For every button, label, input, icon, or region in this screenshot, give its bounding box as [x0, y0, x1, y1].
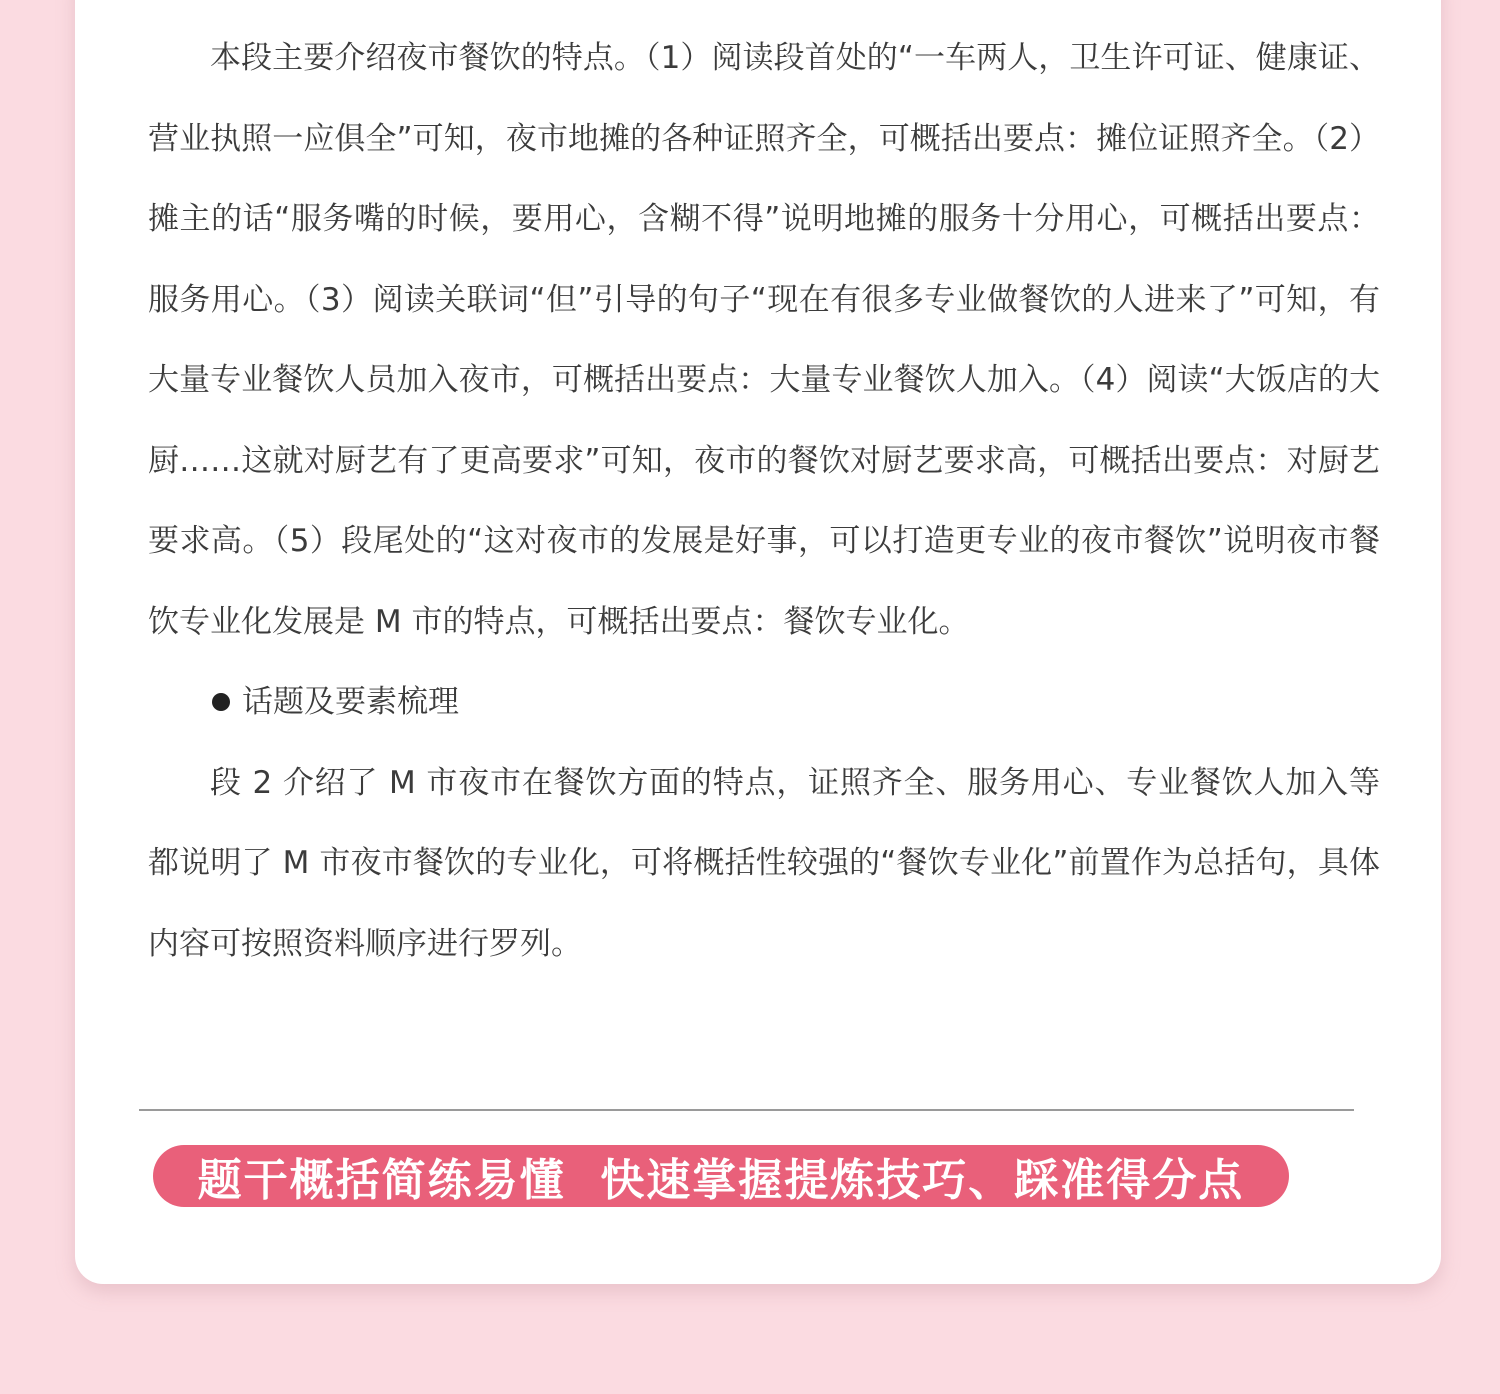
explanation-content: [148, 18, 1380, 984]
bullet-dot-icon: [212, 693, 230, 711]
bullet-heading-label: 话题及要素梳理: [242, 684, 459, 720]
analysis-paragraph: 本段主要介绍夜市餐饮的特点。（1）阅读段首处的“一车两人，卫生许可证、健康证、营业执照一应俱全”可知，夜市地摊的各种证照齐全，可概括出要点：摊位证照齐全。（2）摊主的话“服务嘴的时候，要用心，含糊不得”说明地摊的服务十分用心，可概括出要点：服务用心。（3）阅读关联词“但”引导的句子“现在有很多专业做餐饮的人进来了”可知，有大量专业餐饮人员加入夜市，可概括出要点：大量专业餐饮人加入。（4）阅读“大饭店的大厨……这就对厨艺有了更高要求”可知，夜市的餐饮对厨艺要求高，可概括出要点：对厨艺要求高。（5）段尾处的“这对夜市的发展是好事，可以打造更专业的夜市餐饮”说明夜市餐饮专业化发展是 M 市的特点，可概括出要点：餐饮专业化。: [148, 40, 1380, 640]
bullet-heading: [148, 662, 1380, 743]
summary-paragraph: 段 2 介绍了 M 市夜市在餐饮方面的特点，证照齐全、服务用心、专业餐饮人加入等都说明了 M 市夜市餐饮的专业化，可将概括性较强的“餐饮专业化”前置作为总括句，具体内容可按照资料顺序进行罗列。: [148, 764, 1380, 962]
section-divider: [139, 1109, 1354, 1111]
promo-banner: 题干概括简练易懂 快速掌握提炼技巧、踩准得分点: [153, 1145, 1289, 1207]
